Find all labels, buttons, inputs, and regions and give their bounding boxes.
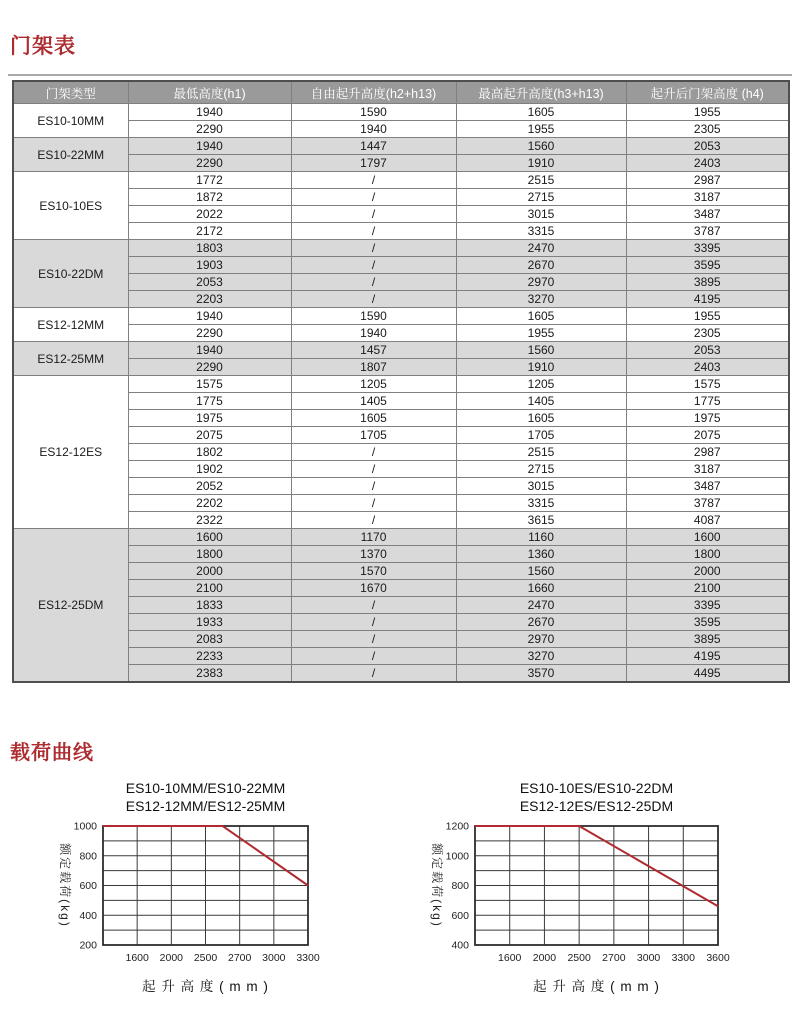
value-cell: 1575 <box>128 376 291 393</box>
table-row <box>13 291 789 308</box>
value-cell: 3395 <box>626 597 789 614</box>
value-cell: 2290 <box>128 121 291 138</box>
value-cell: / <box>291 512 456 529</box>
value-cell: 3270 <box>456 648 626 665</box>
value-cell: 1205 <box>456 376 626 393</box>
value-cell: 2322 <box>128 512 291 529</box>
section-title-load-curve: 载荷曲线 <box>10 742 94 764</box>
value-cell: 1600 <box>626 529 789 546</box>
value-cell: 2022 <box>128 206 291 223</box>
value-cell: 2172 <box>128 223 291 240</box>
table-row <box>13 342 789 359</box>
value-cell: / <box>291 223 456 240</box>
x-tick-label: 3300 <box>671 952 695 964</box>
table-row <box>13 359 789 376</box>
value-cell: 2290 <box>128 155 291 172</box>
x-tick-label: 2700 <box>602 952 626 964</box>
table-row <box>13 495 789 512</box>
y-tick-label: 200 <box>79 939 97 952</box>
chart-title-line-1: ES10-10MM/ES10-22MM <box>125 780 286 796</box>
value-cell: 1872 <box>128 189 291 206</box>
value-cell: 2970 <box>456 274 626 291</box>
value-cell: 2383 <box>128 665 291 683</box>
value-cell: 1933 <box>128 614 291 631</box>
x-tick-label: 2000 <box>159 952 184 964</box>
value-cell: / <box>291 495 456 512</box>
value-cell: / <box>291 461 456 478</box>
value-cell: 2053 <box>626 138 789 155</box>
y-axis-label: 额定载荷(kg) <box>58 843 72 928</box>
value-cell: 1940 <box>291 325 456 342</box>
value-cell: 2203 <box>128 291 291 308</box>
y-tick-label: 1000 <box>73 820 97 833</box>
table-header-row <box>13 81 789 104</box>
value-cell: 1797 <box>291 155 456 172</box>
load-curve-chart-es-dm <box>417 780 728 995</box>
value-cell: 1560 <box>456 138 626 155</box>
value-cell: 3895 <box>626 274 789 291</box>
value-cell: 2075 <box>128 427 291 444</box>
value-cell: 1975 <box>626 410 789 427</box>
value-cell: 2290 <box>128 359 291 376</box>
value-cell: 1940 <box>128 342 291 359</box>
x-tick-label: 2500 <box>193 952 218 964</box>
value-cell: 3570 <box>456 665 626 683</box>
value-cell: 1910 <box>456 359 626 376</box>
table-row <box>13 597 789 614</box>
value-cell: 1902 <box>128 461 291 478</box>
value-cell: 1955 <box>456 325 626 342</box>
x-tick-label: 3600 <box>706 952 730 964</box>
value-cell: 1910 <box>456 155 626 172</box>
y-tick-label: 400 <box>451 939 469 952</box>
value-cell: 1405 <box>456 393 626 410</box>
value-cell: 1705 <box>456 427 626 444</box>
value-cell: 3487 <box>626 478 789 495</box>
mast-type-cell: ES12-12ES <box>13 376 128 529</box>
table-row <box>13 376 789 393</box>
header-min-height: 最低高度(h1) <box>128 81 291 104</box>
value-cell: 3787 <box>626 495 789 512</box>
x-tick-label: 3000 <box>636 952 661 964</box>
value-cell: 1800 <box>128 546 291 563</box>
value-cell: 1940 <box>128 308 291 325</box>
value-cell: 3187 <box>626 461 789 478</box>
value-cell: 2053 <box>626 342 789 359</box>
table-row <box>13 206 789 223</box>
value-cell: 1940 <box>291 121 456 138</box>
mast-type-cell: ES12-25MM <box>13 342 128 376</box>
value-cell: 3895 <box>626 631 789 648</box>
value-cell: 2075 <box>626 427 789 444</box>
value-cell: 1775 <box>626 393 789 410</box>
value-cell: / <box>291 172 456 189</box>
value-cell: 2515 <box>456 444 626 461</box>
value-cell: 2470 <box>456 597 626 614</box>
value-cell: 3270 <box>456 291 626 308</box>
table-row <box>13 308 789 325</box>
mast-type-cell: ES12-25DM <box>13 529 128 683</box>
y-tick-label: 1000 <box>445 850 469 863</box>
value-cell: / <box>291 274 456 291</box>
x-tick-label: 3300 <box>296 952 320 964</box>
mast-type-cell: ES12-12MM <box>13 308 128 342</box>
value-cell: / <box>291 631 456 648</box>
table-row <box>13 121 789 138</box>
table-row <box>13 665 789 683</box>
value-cell: 3015 <box>456 478 626 495</box>
value-cell: 1170 <box>291 529 456 546</box>
value-cell: 1807 <box>291 359 456 376</box>
value-cell: 2000 <box>128 563 291 580</box>
mast-type-cell: ES10-22DM <box>13 240 128 308</box>
value-cell: / <box>291 189 456 206</box>
value-cell: / <box>291 614 456 631</box>
table-row <box>13 648 789 665</box>
y-tick-label: 600 <box>451 909 469 922</box>
value-cell: 3595 <box>626 614 789 631</box>
value-cell: / <box>291 648 456 665</box>
value-cell: 1605 <box>456 410 626 427</box>
table-row <box>13 410 789 427</box>
header-extended-height: 起升后门架高度 (h4) <box>626 81 789 104</box>
table-row <box>13 427 789 444</box>
value-cell: 1940 <box>128 104 291 121</box>
load-curve-chart-mm <box>45 780 318 995</box>
value-cell: 3615 <box>456 512 626 529</box>
value-cell: 2233 <box>128 648 291 665</box>
mast-type-cell: ES10-22MM <box>13 138 128 172</box>
x-tick-label: 1600 <box>498 952 522 964</box>
value-cell: 1570 <box>291 563 456 580</box>
value-cell: / <box>291 291 456 308</box>
value-cell: 2305 <box>626 325 789 342</box>
mast-type-cell: ES10-10MM <box>13 104 128 138</box>
value-cell: 1360 <box>456 546 626 563</box>
chart-title <box>103 780 308 815</box>
value-cell: 1560 <box>456 563 626 580</box>
value-cell: 1590 <box>291 104 456 121</box>
x-tick-label: 2000 <box>532 952 557 964</box>
value-cell: 3787 <box>626 223 789 240</box>
y-tick-label: 400 <box>79 909 97 922</box>
value-cell: 1802 <box>128 444 291 461</box>
header-free-lift: 自由起升高度(h2+h13) <box>291 81 456 104</box>
value-cell: 1205 <box>291 376 456 393</box>
x-tick-label: 2700 <box>227 952 252 964</box>
value-cell: 1940 <box>128 138 291 155</box>
table-row <box>13 155 789 172</box>
value-cell: 2715 <box>456 461 626 478</box>
value-cell: 1457 <box>291 342 456 359</box>
value-cell: 2202 <box>128 495 291 512</box>
load-curve-plot <box>45 821 318 963</box>
x-tick-label: 2500 <box>567 952 591 964</box>
horizontal-rule <box>8 74 792 76</box>
table-row <box>13 257 789 274</box>
table-row <box>13 325 789 342</box>
table-row <box>13 240 789 257</box>
table-row <box>13 274 789 291</box>
load-curve-plot <box>417 821 728 963</box>
value-cell: 2000 <box>626 563 789 580</box>
value-cell: 1605 <box>456 308 626 325</box>
value-cell: 2470 <box>456 240 626 257</box>
chart-title-line-2: ES12-12MM/ES12-25MM <box>125 797 286 814</box>
y-axis-label: 额定载荷(kg) <box>430 843 444 928</box>
value-cell: 1903 <box>128 257 291 274</box>
table-row <box>13 512 789 529</box>
x-axis-label: 起 升 高 度 ( m m ) <box>142 979 269 994</box>
table-row <box>13 172 789 189</box>
value-cell: 3315 <box>456 223 626 240</box>
value-cell: 4195 <box>626 648 789 665</box>
mast-type-cell: ES10-10ES <box>13 172 128 240</box>
value-cell: 4195 <box>626 291 789 308</box>
value-cell: 2100 <box>626 580 789 597</box>
value-cell: 2100 <box>128 580 291 597</box>
value-cell: 1803 <box>128 240 291 257</box>
chart-title-line-2: ES12-12ES/ES12-25DM <box>519 797 674 814</box>
value-cell: 1575 <box>626 376 789 393</box>
table-row <box>13 529 789 546</box>
value-cell: / <box>291 597 456 614</box>
table-row <box>13 223 789 240</box>
value-cell: 2670 <box>456 257 626 274</box>
value-cell: 3015 <box>456 206 626 223</box>
value-cell: 2052 <box>128 478 291 495</box>
table-row <box>13 631 789 648</box>
value-cell: 1405 <box>291 393 456 410</box>
value-cell: 2987 <box>626 444 789 461</box>
value-cell: 1705 <box>291 427 456 444</box>
value-cell: 1955 <box>456 121 626 138</box>
value-cell: 1975 <box>128 410 291 427</box>
table-row <box>13 393 789 410</box>
value-cell: 2403 <box>626 155 789 172</box>
value-cell: 1955 <box>626 104 789 121</box>
value-cell: / <box>291 257 456 274</box>
mast-table-container <box>12 80 790 683</box>
value-cell: 2053 <box>128 274 291 291</box>
value-cell: 2715 <box>456 189 626 206</box>
value-cell: 1772 <box>128 172 291 189</box>
load-curve-line <box>475 826 718 906</box>
x-tick-label: 1600 <box>125 952 149 964</box>
value-cell: 1447 <box>291 138 456 155</box>
value-cell: 3595 <box>626 257 789 274</box>
value-cell: / <box>291 206 456 223</box>
table-row <box>13 104 789 121</box>
value-cell: 2290 <box>128 325 291 342</box>
value-cell: 1370 <box>291 546 456 563</box>
y-tick-label: 800 <box>79 850 97 863</box>
y-tick-label: 600 <box>79 880 97 892</box>
value-cell: 2987 <box>626 172 789 189</box>
value-cell: 1955 <box>626 308 789 325</box>
chart-title-line-1: ES10-10ES/ES10-22DM <box>519 780 674 796</box>
value-cell: 3395 <box>626 240 789 257</box>
table-row <box>13 461 789 478</box>
value-cell: 2970 <box>456 631 626 648</box>
table-row <box>13 563 789 580</box>
table-body <box>13 104 789 683</box>
value-cell: 1605 <box>456 104 626 121</box>
value-cell: 2083 <box>128 631 291 648</box>
value-cell: / <box>291 478 456 495</box>
value-cell: 1800 <box>626 546 789 563</box>
value-cell: 3315 <box>456 495 626 512</box>
x-axis-label: 起 升 高 度 ( m m ) <box>533 979 660 994</box>
y-tick-label: 800 <box>451 880 469 892</box>
table-row <box>13 546 789 563</box>
value-cell: 4087 <box>626 512 789 529</box>
value-cell: 3487 <box>626 206 789 223</box>
value-cell: / <box>291 444 456 461</box>
header-mast-type: 门架类型 <box>13 81 128 104</box>
page-title: 门架表 <box>10 35 76 58</box>
header-max-lift: 最高起升高度(h3+h13) <box>456 81 626 104</box>
value-cell: 1160 <box>456 529 626 546</box>
x-tick-label: 3000 <box>262 952 286 964</box>
value-cell: 1560 <box>456 342 626 359</box>
table-row <box>13 138 789 155</box>
value-cell: 3187 <box>626 189 789 206</box>
table-row <box>13 444 789 461</box>
y-tick-label: 1200 <box>445 820 469 833</box>
value-cell: 2670 <box>456 614 626 631</box>
table-row <box>13 614 789 631</box>
table-row <box>13 580 789 597</box>
value-cell: / <box>291 240 456 257</box>
value-cell: 1775 <box>128 393 291 410</box>
value-cell: 1590 <box>291 308 456 325</box>
mast-table <box>12 80 790 683</box>
table-row <box>13 189 789 206</box>
value-cell: 4495 <box>626 665 789 683</box>
value-cell: / <box>291 665 456 683</box>
value-cell: 1833 <box>128 597 291 614</box>
value-cell: 2515 <box>456 172 626 189</box>
value-cell: 1600 <box>128 529 291 546</box>
value-cell: 2305 <box>626 121 789 138</box>
value-cell: 2403 <box>626 359 789 376</box>
value-cell: 1660 <box>456 580 626 597</box>
value-cell: 1605 <box>291 410 456 427</box>
chart-title <box>475 780 718 815</box>
table-row <box>13 478 789 495</box>
value-cell: 1670 <box>291 580 456 597</box>
